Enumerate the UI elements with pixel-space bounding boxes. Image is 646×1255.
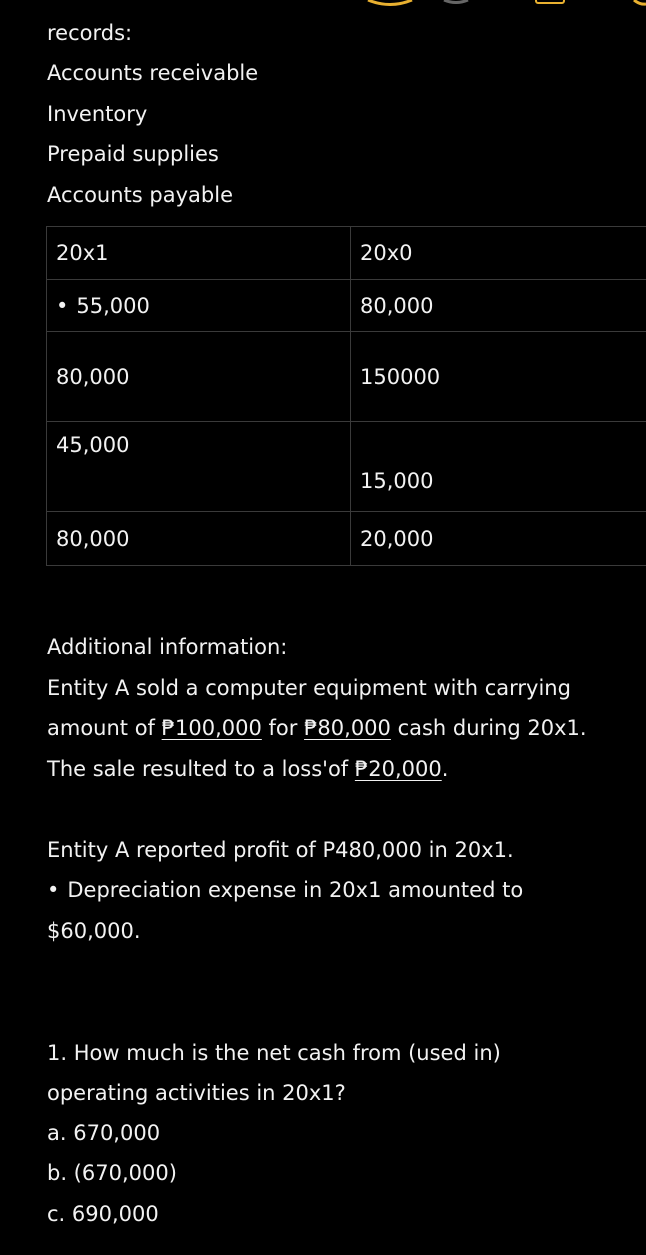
cell-receivable-20x1 bbox=[47, 280, 351, 332]
cell-payable-20x1: 80,000 bbox=[47, 512, 351, 566]
loss-value: ₱20,000 bbox=[354, 757, 442, 781]
bullet: • bbox=[47, 878, 60, 902]
sale-line-2-end: cash during 20x1. bbox=[390, 716, 587, 740]
additional-info-heading: Additional information: bbox=[47, 635, 288, 659]
sale-line-2-for: for bbox=[261, 716, 305, 740]
table-row bbox=[47, 280, 646, 332]
cell-payable-20x0: 20,000 bbox=[351, 512, 646, 566]
depreciation-line-2: $60,000. bbox=[47, 919, 141, 943]
profit-line: Entity A reported profit of P480,000 in 20x1. bbox=[47, 838, 514, 862]
sale-line-3-end: . bbox=[441, 757, 449, 781]
option-a: a. 670,000 bbox=[47, 1121, 161, 1145]
table-row bbox=[47, 512, 646, 566]
cropped-yellow-icon bbox=[368, 0, 412, 5]
question-line-1: 1. How much is the net cash from (used in) bbox=[47, 1041, 501, 1065]
depreciation-text: Depreciation expense in 20x1 amounted to bbox=[67, 878, 524, 902]
question-line-2: operating activities in 20x1? bbox=[47, 1081, 346, 1105]
table-header-row bbox=[47, 227, 646, 280]
option-b: b. (670,000) bbox=[47, 1161, 177, 1185]
cropped-yellow-arc-icon bbox=[634, 0, 646, 4]
cropped-yellow-box-icon bbox=[536, 0, 564, 3]
receivable-20x1-value: 55,000 bbox=[76, 293, 150, 318]
cell-prepaid-20x0 bbox=[351, 422, 646, 512]
bullet: • bbox=[56, 293, 69, 318]
records-heading: records: bbox=[47, 21, 133, 45]
depreciation-line-1 bbox=[47, 876, 523, 904]
account-accounts-payable: Accounts payable bbox=[47, 183, 233, 207]
header-20x1: 20x1 bbox=[47, 227, 351, 280]
balances-table bbox=[46, 226, 646, 566]
prepaid-20x1-value: 45,000 bbox=[56, 433, 130, 457]
sale-line-3-text: The sale resulted to a loss'of bbox=[47, 757, 355, 781]
account-accounts-receivable: Accounts receivable bbox=[47, 61, 259, 85]
account-prepaid-supplies: Prepaid supplies bbox=[47, 142, 219, 166]
prepaid-20x0-value: 15,000 bbox=[360, 469, 434, 493]
sale-line-2-text: amount of bbox=[47, 716, 162, 740]
cropped-gray-icon bbox=[444, 0, 468, 3]
cell-inventory-20x0: 150000 bbox=[351, 332, 646, 422]
sale-line-3 bbox=[47, 755, 448, 783]
cropped-icons-strip bbox=[0, 0, 646, 8]
table-row bbox=[47, 332, 646, 422]
cell-prepaid-20x1 bbox=[47, 422, 351, 512]
cell-receivable-20x0: 80,000 bbox=[351, 280, 646, 332]
sale-line-1: Entity A sold a computer equipment with carrying bbox=[47, 676, 571, 700]
cell-inventory-20x1: 80,000 bbox=[47, 332, 351, 422]
sale-line-2 bbox=[47, 714, 587, 742]
cash-proceeds-value: ₱80,000 bbox=[304, 716, 391, 740]
table-row bbox=[47, 422, 646, 512]
carrying-amount-value: ₱100,000 bbox=[161, 716, 262, 740]
account-inventory: Inventory bbox=[47, 102, 148, 126]
option-c: c. 690,000 bbox=[47, 1202, 159, 1226]
header-20x0: 20x0 bbox=[351, 227, 646, 280]
